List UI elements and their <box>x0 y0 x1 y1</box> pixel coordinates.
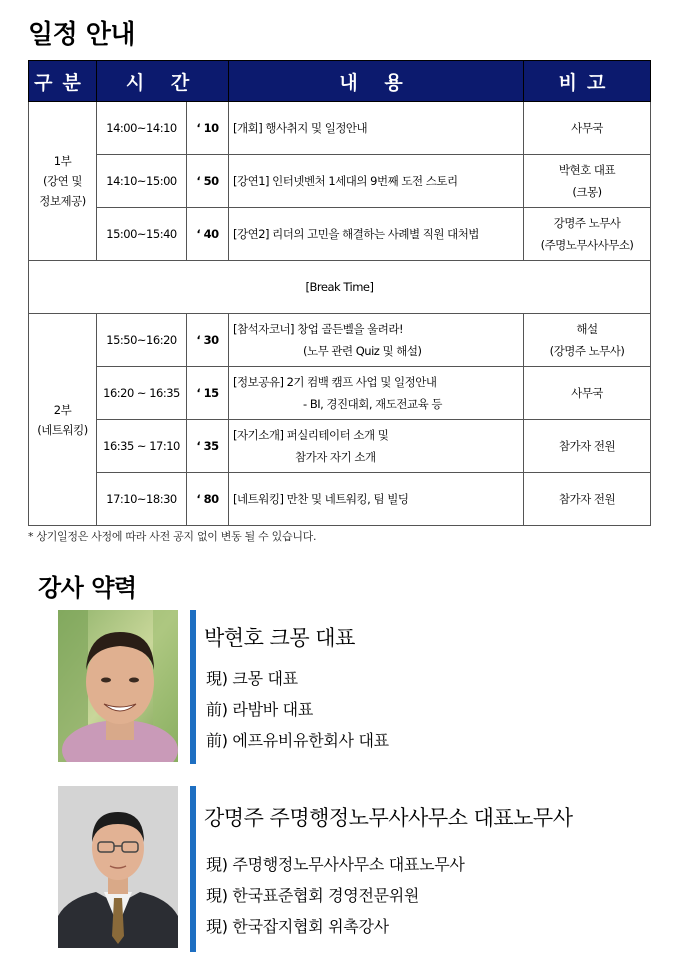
content-line: [참석자코너] 창업 골든벨을 울려라! <box>233 322 404 336</box>
row-time: 16:35 ~ 17:10 <box>97 420 187 473</box>
row-duration: ‘ 10 <box>187 102 229 155</box>
table-row <box>29 102 651 155</box>
table-header-row <box>29 61 651 102</box>
lecturer-name: 강명주 주명행정노무사사무소 대표노무사 <box>204 806 573 830</box>
part1-label-line: 정보제공) <box>39 194 86 208</box>
note-line: 강명주 노무사 <box>553 216 621 230</box>
accent-bar <box>190 610 196 764</box>
row-note: 사무국 <box>524 367 651 420</box>
schedule-footnote: * 상기일정은 사정에 따라 사전 공지 없이 변동 될 수 있습니다. <box>28 530 317 543</box>
part2-label-line: (네트워킹) <box>37 422 88 437</box>
content-line: 참가자 자기 소개 <box>295 450 376 464</box>
header-content: 내 용 <box>229 61 524 102</box>
content-line: - BI, 경진대회, 재도전교육 등 <box>303 397 442 411</box>
row-duration: ‘ 40 <box>187 208 229 261</box>
part1-label <box>29 102 97 261</box>
part1-label-line: (강연 및 <box>43 174 82 188</box>
lecturer-career-line: 現) 크몽 대표 <box>206 669 298 688</box>
schedule-title: 일정 안내 <box>28 20 136 50</box>
schedule-table <box>28 60 651 526</box>
note-line: 해설 <box>576 322 598 336</box>
part2-label-line: 2부 <box>53 402 72 417</box>
part1-label-line: 1부 <box>53 154 72 168</box>
lecturer-photo-2 <box>58 786 178 948</box>
row-duration: ‘ 80 <box>187 473 229 526</box>
row-duration: ‘ 50 <box>187 155 229 208</box>
lecturers-title: 강사 약력 <box>38 574 137 602</box>
lecturer-photo-1 <box>58 610 178 762</box>
row-time: 15:00~15:40 <box>97 208 187 261</box>
row-content: [강연1] 인터넷벤처 1세대의 9번째 도전 스토리 <box>229 155 524 208</box>
row-duration: ‘ 15 <box>187 367 229 420</box>
lecturer-card <box>58 786 658 952</box>
part2-label <box>29 314 97 526</box>
content-line: [정보공유] 2기 컴백 캠프 사업 및 일정안내 <box>233 375 437 389</box>
row-content <box>229 420 524 473</box>
content-line: (노무 관련 Quiz 및 해설) <box>303 344 422 358</box>
lecturer-career-line: 現) 한국표준협회 경영전문위원 <box>206 886 420 905</box>
row-time: 16:20 ~ 16:35 <box>97 367 187 420</box>
row-time: 17:10~18:30 <box>97 473 187 526</box>
row-note: 참가자 전원 <box>524 420 651 473</box>
row-duration: ‘ 35 <box>187 420 229 473</box>
row-content <box>229 367 524 420</box>
row-content <box>229 314 524 367</box>
row-content: [강연2] 리더의 고민을 해결하는 사례별 직원 대처법 <box>229 208 524 261</box>
table-row <box>29 367 651 420</box>
break-row <box>29 261 651 314</box>
lecturer-card <box>58 610 658 764</box>
header-note: 비고 <box>524 61 651 102</box>
note-line: (주명노무사사무소) <box>540 238 634 252</box>
header-time: 시 간 <box>97 61 229 102</box>
row-note <box>524 155 651 208</box>
lecturer-career-line: 前) 라밤바 대표 <box>206 700 313 719</box>
accent-bar <box>190 786 196 952</box>
table-row <box>29 314 651 367</box>
note-line: (강명주 노무사) <box>549 344 625 358</box>
row-duration: ‘ 30 <box>187 314 229 367</box>
row-note: 사무국 <box>524 102 651 155</box>
table-row <box>29 208 651 261</box>
row-content: [네트워킹] 만찬 및 네트워킹, 팀 빌딩 <box>229 473 524 526</box>
lecturer-career-line: 前) 에프유비유한회사 대표 <box>206 731 389 750</box>
row-time: 14:00~14:10 <box>97 102 187 155</box>
break-time: [Break Time] <box>29 261 651 314</box>
table-row <box>29 420 651 473</box>
row-note: 참가자 전원 <box>524 473 651 526</box>
note-line: 박현호 대표 <box>558 163 616 177</box>
row-time: 14:10~15:00 <box>97 155 187 208</box>
note-line: (크몽) <box>572 185 602 199</box>
lecturer-career-line: 現) 한국잡지협회 위촉강사 <box>206 917 389 936</box>
lecturer-career-line: 現) 주명행정노무사사무소 대표노무사 <box>206 855 465 874</box>
row-content: [개회] 행사취지 및 일정안내 <box>229 102 524 155</box>
table-row <box>29 155 651 208</box>
header-division: 구분 <box>29 61 97 102</box>
row-note <box>524 208 651 261</box>
row-note <box>524 314 651 367</box>
row-time: 15:50~16:20 <box>97 314 187 367</box>
lecturer-name: 박현호 크몽 대표 <box>204 626 355 650</box>
content-line: [자기소개] 퍼실리테이터 소개 및 <box>233 428 389 442</box>
table-row <box>29 473 651 526</box>
